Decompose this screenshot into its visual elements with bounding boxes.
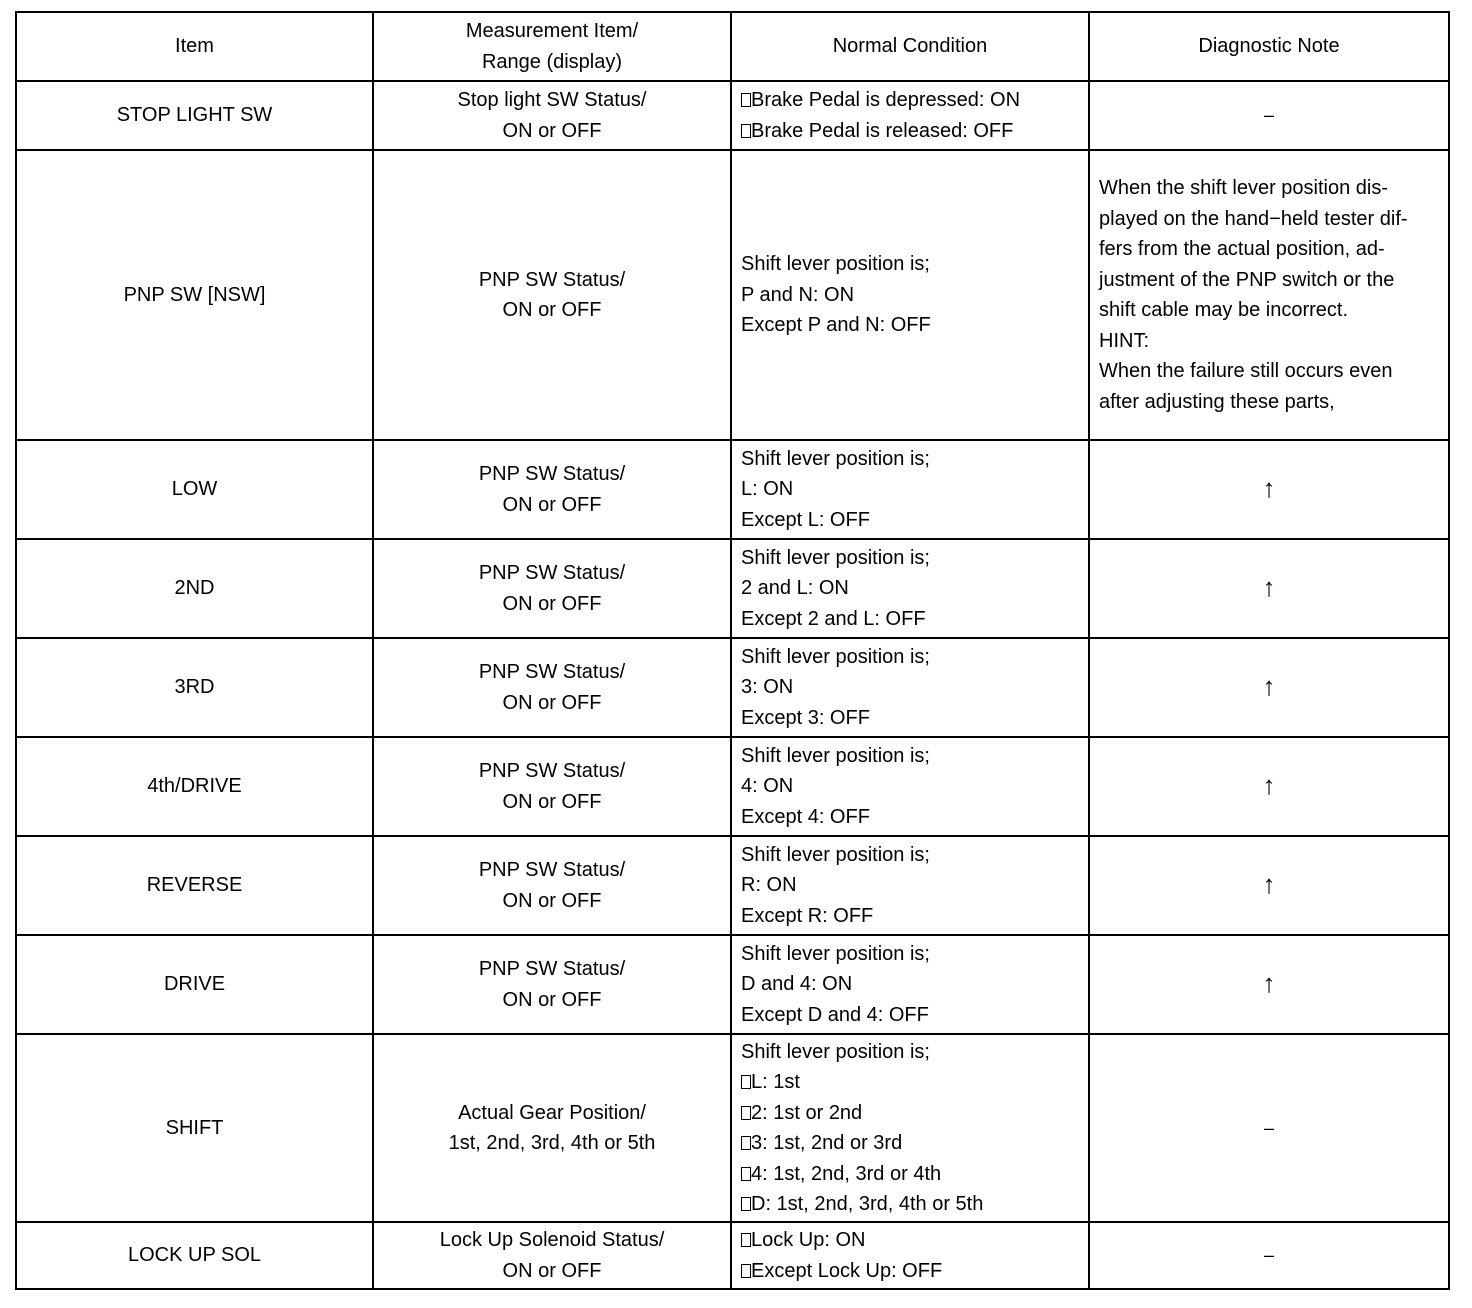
measurement-line: ON or OFF <box>502 299 602 321</box>
measurement-line: Stop light SW Status/ <box>457 89 647 111</box>
condition-line <box>741 703 1079 734</box>
table-row <box>16 737 1449 836</box>
not-applicable-dash: – <box>1263 1245 1274 1266</box>
cell-item: SHIFT <box>16 1034 373 1222</box>
header-measurement-line: Range (display) <box>481 50 623 73</box>
checkbox-square-icon <box>741 1075 751 1089</box>
condition-text: Shift lever position is; <box>741 447 930 470</box>
condition-line <box>741 969 1079 1000</box>
condition-line <box>741 1037 1079 1068</box>
cell-item: DRIVE <box>16 935 373 1034</box>
condition-line <box>741 116 1079 147</box>
cell-note <box>1089 539 1449 638</box>
cell-item: 4th/DRIVE <box>16 737 373 836</box>
condition-text: L: ON <box>741 478 794 501</box>
condition-text: Shift lever position is; <box>741 744 930 767</box>
measurement-line: Actual Gear Position/ <box>458 1101 646 1124</box>
condition-line <box>741 802 1079 833</box>
note-line: When the failure still occurs even <box>1099 360 1393 382</box>
checkbox-square-icon <box>741 1264 751 1278</box>
condition-line <box>741 280 1079 311</box>
condition-text: Shift lever position is; <box>741 1040 930 1063</box>
condition-text: Except R: OFF <box>741 904 874 927</box>
table-row <box>16 539 1449 638</box>
condition-line <box>741 741 1079 772</box>
header-condition: Normal Condition <box>731 12 1089 81</box>
checkbox-square-icon <box>741 1106 751 1120</box>
checkbox-square-icon <box>741 93 751 107</box>
measurement-line: PNP SW Status/ <box>478 562 626 584</box>
condition-line <box>741 444 1079 475</box>
measurement-line: PNP SW Status/ <box>478 268 626 291</box>
measurement-line: ON or OFF <box>502 889 602 912</box>
same-as-above-arrow-icon: ↑ <box>1262 571 1276 602</box>
condition-text: P and N: ON <box>741 283 855 306</box>
condition-line <box>741 901 1079 932</box>
condition-text: Shift lever position is; <box>741 942 930 965</box>
cell-note <box>1089 935 1449 1034</box>
cell-item: 3RD <box>16 638 373 737</box>
measurement-line: ON or OFF <box>502 790 602 813</box>
cell-item: LOCK UP SOL <box>16 1222 373 1289</box>
measurement-line: 1st, 2nd, 3rd, 4th or 5th <box>448 1132 656 1154</box>
same-as-above-arrow-icon: ↑ <box>1262 868 1276 899</box>
condition-line <box>741 1067 1079 1098</box>
cell-item: 2ND <box>16 539 373 638</box>
cell-measurement <box>373 150 731 440</box>
not-applicable-dash: – <box>1263 1117 1274 1138</box>
condition-text: Lock Up: ON <box>751 1229 866 1251</box>
header-row <box>16 12 1449 81</box>
cell-condition <box>731 1222 1089 1289</box>
cell-condition <box>731 1034 1089 1222</box>
note-line: played on the hand−held tester dif- <box>1099 207 1408 230</box>
measurement-line: ON or OFF <box>502 493 602 516</box>
checkbox-square-icon <box>741 1167 751 1181</box>
cell-condition <box>731 935 1089 1034</box>
measurement-line: Lock Up Solenoid Status/ <box>439 1229 665 1251</box>
checkbox-square-icon <box>741 1136 751 1150</box>
cell-note <box>1089 1034 1449 1222</box>
checkbox-square-icon <box>741 124 751 138</box>
condition-text: Shift lever position is; <box>741 843 930 866</box>
cell-condition <box>731 150 1089 440</box>
cell-measurement <box>373 539 731 638</box>
condition-text: R: ON <box>741 874 797 897</box>
condition-line <box>741 642 1079 673</box>
condition-text: Brake Pedal is depressed: ON <box>751 89 1021 111</box>
condition-text: Brake Pedal is released: OFF <box>751 119 1014 142</box>
table-row <box>16 150 1449 440</box>
cell-item: STOP LIGHT SW <box>16 81 373 150</box>
cell-note <box>1089 638 1449 737</box>
table-row <box>16 638 1449 737</box>
cell-condition <box>731 836 1089 935</box>
cell-measurement <box>373 440 731 539</box>
cell-condition <box>731 638 1089 737</box>
condition-line <box>741 1098 1079 1129</box>
condition-line <box>741 1256 1079 1287</box>
condition-line <box>741 771 1079 802</box>
cell-note <box>1089 81 1449 150</box>
table-row <box>16 836 1449 935</box>
condition-line <box>741 85 1079 116</box>
cell-measurement <box>373 836 731 935</box>
measurement-line: ON or OFF <box>502 988 602 1011</box>
cell-note <box>1089 440 1449 539</box>
condition-line <box>741 840 1079 871</box>
cell-measurement <box>373 81 731 150</box>
note-line: shift cable may be incorrect. <box>1099 299 1348 321</box>
table-row <box>16 1222 1449 1289</box>
data-list-table <box>15 11 1450 1290</box>
condition-text: L: 1st <box>751 1071 800 1093</box>
condition-text: Shift lever position is; <box>741 253 930 276</box>
condition-line <box>741 1128 1079 1159</box>
condition-text: Except 3: OFF <box>741 706 870 729</box>
table-row <box>16 935 1449 1034</box>
condition-text: D: 1st, 2nd, 3rd, 4th or 5th <box>751 1193 984 1215</box>
measurement-line: PNP SW Status/ <box>478 859 626 881</box>
condition-text: Except Lock Up: OFF <box>751 1259 943 1282</box>
condition-text: 2: 1st or 2nd <box>751 1101 863 1124</box>
condition-line <box>741 672 1079 703</box>
condition-line <box>741 1189 1079 1220</box>
cell-note <box>1089 836 1449 935</box>
measurement-line: PNP SW Status/ <box>478 661 626 683</box>
condition-line <box>741 249 1079 280</box>
measurement-line: ON or OFF <box>502 119 602 142</box>
condition-text: Except 4: OFF <box>741 805 870 828</box>
condition-text: Except 2 and L: OFF <box>741 607 926 630</box>
condition-line <box>741 604 1079 635</box>
note-line: HINT: <box>1099 329 1149 352</box>
condition-text: 4: ON <box>741 775 794 798</box>
measurement-line: PNP SW Status/ <box>478 463 626 485</box>
condition-text: 2 and L: ON <box>741 577 849 600</box>
same-as-above-arrow-icon: ↑ <box>1262 967 1276 998</box>
table-row <box>16 1034 1449 1222</box>
condition-text: Except L: OFF <box>741 508 870 531</box>
cell-measurement <box>373 1034 731 1222</box>
note-line: after adjusting these parts, <box>1099 390 1335 413</box>
cell-measurement <box>373 737 731 836</box>
cell-note <box>1089 737 1449 836</box>
measurement-line: PNP SW Status/ <box>478 760 626 782</box>
header-measurement-line: Measurement Item/ <box>465 20 639 42</box>
cell-measurement <box>373 1222 731 1289</box>
cell-item: REVERSE <box>16 836 373 935</box>
checkbox-square-icon <box>741 1233 751 1247</box>
condition-line <box>741 474 1079 505</box>
condition-line <box>741 1225 1079 1256</box>
condition-line <box>741 870 1079 901</box>
cell-condition <box>731 81 1089 150</box>
header-item: Item <box>16 12 373 81</box>
cell-condition <box>731 539 1089 638</box>
condition-line <box>741 939 1079 970</box>
condition-line <box>741 543 1079 574</box>
header-measurement <box>373 12 731 81</box>
condition-text: 4: 1st, 2nd, 3rd or 4th <box>751 1162 942 1185</box>
condition-line <box>741 1000 1079 1031</box>
measurement-line: ON or OFF <box>502 691 602 714</box>
condition-text: Shift lever position is; <box>741 645 930 668</box>
cell-note <box>1089 150 1449 440</box>
checkbox-square-icon <box>741 1197 751 1211</box>
table-row <box>16 81 1449 150</box>
note-line: When the shift lever position dis- <box>1099 177 1389 199</box>
measurement-line: ON or OFF <box>502 1259 602 1282</box>
condition-text: Except P and N: OFF <box>741 314 931 337</box>
cell-measurement <box>373 638 731 737</box>
header-note: Diagnostic Note <box>1089 12 1449 81</box>
cell-note <box>1089 1222 1449 1289</box>
cell-item: PNP SW [NSW] <box>16 150 373 440</box>
cell-condition <box>731 440 1089 539</box>
not-applicable-dash: – <box>1263 105 1274 126</box>
condition-line <box>741 573 1079 604</box>
cell-item: LOW <box>16 440 373 539</box>
cell-measurement <box>373 935 731 1034</box>
measurement-line: PNP SW Status/ <box>478 958 626 980</box>
condition-line <box>741 1159 1079 1190</box>
condition-text: D and 4: ON <box>741 973 853 996</box>
condition-text: Except D and 4: OFF <box>741 1003 929 1026</box>
note-line: justment of the PNP switch or the <box>1099 268 1395 291</box>
measurement-line: ON or OFF <box>502 592 602 615</box>
note-line: fers from the actual position, ad- <box>1099 238 1385 260</box>
condition-text: Shift lever position is; <box>741 546 930 569</box>
condition-line <box>741 505 1079 536</box>
condition-line <box>741 310 1079 341</box>
same-as-above-arrow-icon: ↑ <box>1262 670 1276 701</box>
cell-condition <box>731 737 1089 836</box>
condition-text: 3: ON <box>741 676 794 699</box>
table-row <box>16 440 1449 539</box>
condition-text: 3: 1st, 2nd or 3rd <box>751 1132 903 1154</box>
same-as-above-arrow-icon: ↑ <box>1262 769 1276 800</box>
same-as-above-arrow-icon: ↑ <box>1262 472 1276 503</box>
